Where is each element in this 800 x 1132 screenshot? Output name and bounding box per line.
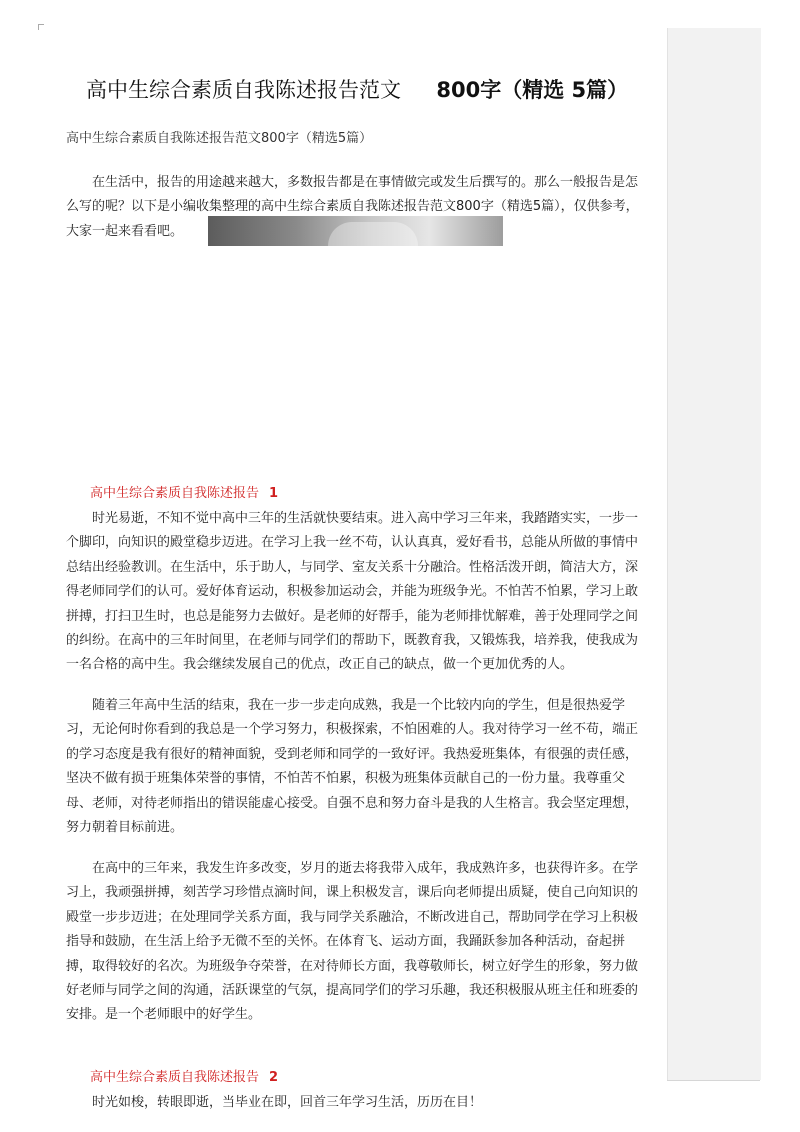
illustration-image bbox=[208, 216, 503, 246]
document-title-main: 高中生综合素质自我陈述报告范文 bbox=[86, 78, 401, 102]
document-title-suffix: 800字（精选 5篇） bbox=[436, 78, 629, 102]
section-1-paragraph-2: 随着三年高中生活的结束，我在一步一步走向成熟，我是一个比较内向的学生，但是很热爱学习，无论何时你看到的我总是一个学习努力，积极探索，不怕困难的人。我对待学习一丝不苟，端正的学习态度是我有很好的精神面貌，受到老师和同学的一致好评。我热爱班集体，有很强的责任感，坚决不做有损于班集体荣誉的事情，不怕苦不怕累，积极为班集体贡献自己的一份力量。我尊重父母、老师，对待老师指出的错误能虚心接受。自强不息和努力奋斗是我的人生格言。我会坚定理想，努力朝着目标前进。 bbox=[66, 698, 639, 836]
document-title bbox=[86, 76, 646, 104]
section-heading-text: 高中生综合素质自我陈述报告 bbox=[90, 486, 260, 501]
document-subtitle: 高中生综合素质自我陈述报告范文800字（精选5篇） bbox=[66, 131, 373, 146]
section-heading-number: 1 bbox=[269, 486, 279, 501]
right-side-panel bbox=[667, 28, 761, 1080]
section-heading-text: 高中生综合素质自我陈述报告 bbox=[90, 1070, 260, 1085]
intro-paragraph: 在生活中，报告的用途越来越大，多数报告都是在事情做完或发生后撰写的。那么一般报告是怎么写的呢？以下是小编收集整理的高中生综合素质自我陈述报告范文800字（精选5篇），仅供参考，大家一起来看看吧。 bbox=[66, 175, 639, 239]
section-heading-number: 2 bbox=[269, 1070, 279, 1085]
section-1-paragraph-3: 在高中的三年来，我发生许多改变，岁月的逝去将我带入成年，我成熟许多，也获得许多。在学习上，我顽强拼搏，刻苦学习珍惜点滴时间，课上积极发言，课后向老师提出质疑，使自己向知识的殿堂一步步迈进；在处理同学关系方面，我与同学关系融洽，不断改进自己，帮助同学在学习上积极指导和鼓励，在生活上给予无微不至的关怀。在体育飞、运动方面，我踊跃参加各种活动，奋起拼搏，取得较好的名次。为班级争夺荣誉，在对待师长方面，我尊敬师长，树立好学生的形象，努力做好老师与同学之间的沟通，活跃课堂的气氛，提高同学们的学习乐趣，我还积极服从班主任和班委的安排。是一个老师眼中的好学生。 bbox=[66, 861, 639, 1023]
section-heading-2 bbox=[90, 1068, 278, 1088]
section-2-paragraph-1: 时光如梭，转眼即逝，当毕业在即，回首三年学习生活，历历在目！ bbox=[92, 1095, 483, 1110]
right-side-panel-divider bbox=[667, 1080, 760, 1081]
section-1-paragraph-1: 时光易逝，不知不觉中高中三年的生活就快要结束。进入高中学习三年来，我踏踏实实，一步一个脚印，向知识的殿堂稳步迈进。在学习上我一丝不苟，认认真真，爱好看书，总能从所做的事情中总结出经验教训。在生活中，乐于助人，与同学、室友关系十分融洽。性格活泼开朗，简洁大方，深得老师同学们的认可。爱好体育运动，积极参加运动会，并能为班级争光。不怕苦不怕累，学习上敢拼搏，打扫卫生时，也总是能努力去做好。是老师的好帮手，能为老师排忧解难，善于处理同学之间的纠纷。在高中的三年时间里，在老师与同学们的帮助下，既教育我，又锻炼我，培养我，使我成为一名合格的高中生。我会继续发展自己的优点，改正自己的缺点，做一个更加优秀的人。 bbox=[66, 511, 639, 673]
page-corner-mark bbox=[38, 24, 44, 30]
section-heading-1 bbox=[90, 484, 278, 504]
